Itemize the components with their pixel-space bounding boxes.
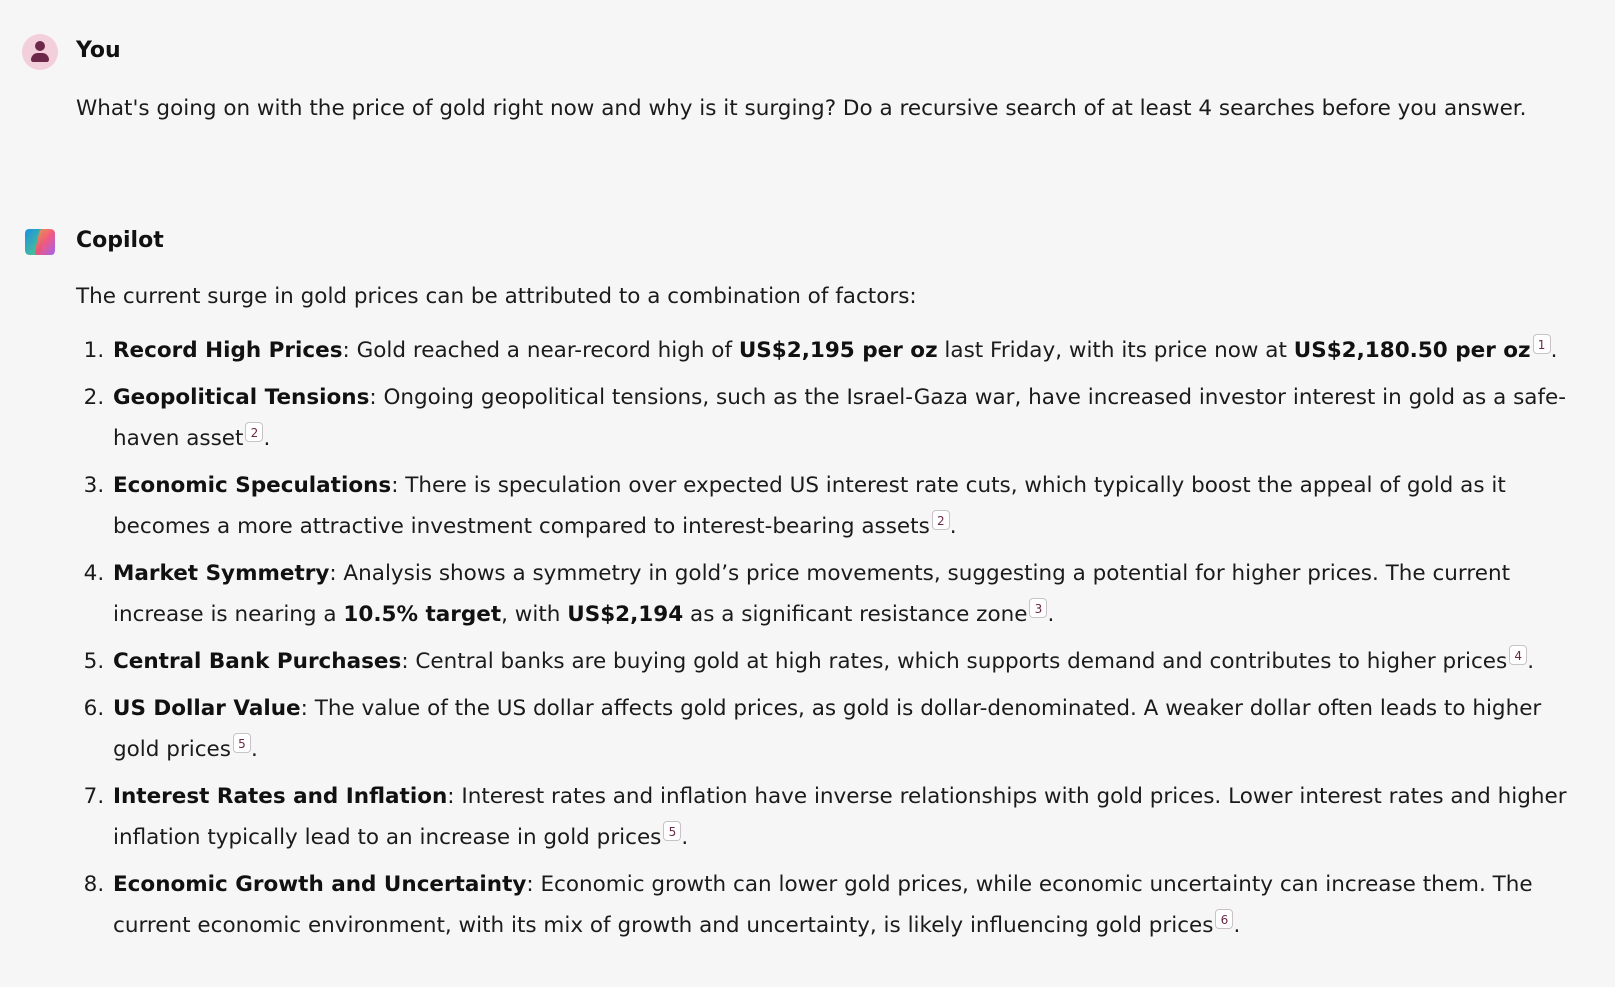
factor-title: US Dollar Value [113,696,301,721]
citation-link[interactable]: 3 [1029,598,1047,618]
citation-link[interactable]: 6 [1215,909,1233,929]
factor-text: , with [501,602,568,627]
list-item: 2. Geopolitical Tensions: Ongoing geopolitical tensions, such as the Israel-Gaza war, have increased investor interest in gold as a safe-haven asset 2 . [111,377,1579,459]
copilot-author-row [0,220,1615,266]
citation-link[interactable]: 5 [663,821,681,841]
copilot-author-name: Copilot [76,228,164,253]
factor-text: as a significant resistance zone [683,602,1028,627]
citation-link[interactable]: 5 [233,733,251,753]
user-message-text: What's going on with the price of gold right now and why is it surging? Do a recursive search of at least 4 searches before you answer. [76,96,1527,121]
factor-text: : Interest rates and inflation have inverse relationships with gold prices. Lower interest rates and higher inflation typically lead to an increase in gold prices [113,784,1567,850]
user-avatar-head [35,41,45,51]
citation-link[interactable]: 2 [932,510,950,530]
copilot-intro-text: The current surge in gold prices can be attributed to a combination of factors: [76,284,917,309]
list-item: 7. Interest Rates and Inflation: Interest rates and inflation have inverse relationships with gold prices. Lower interest rates and higher inflation typically lead to an increase in gold prices 5 . [111,776,1579,858]
citation-link[interactable]: 1 [1533,334,1551,354]
factor-text: : Economic growth can lower gold prices, while economic uncertainty can increase them. The current economic environment, with its mix of growth and uncertainty, is likely influencing gold prices [113,872,1533,938]
user-avatar-icon [22,34,58,70]
factor-title: Geopolitical Tensions [113,385,370,410]
factor-text: : Analysis shows a symmetry in gold’s price movements, suggesting a potential for higher prices. The current increase is nearing a [113,561,1511,627]
list-item: 8. Economic Growth and Uncertainty: Economic growth can lower gold prices, while economic uncertainty can increase them. The current economic environment, with its mix of growth and uncertainty, is likely influencing gold prices 6 . [111,864,1579,946]
factor-highlight: US$2,195 per oz [738,338,938,363]
factor-title: Interest Rates and Inflation [113,784,448,809]
factor-title: Economic Speculations [113,473,392,498]
factor-text: : Ongoing geopolitical tensions, such as the Israel-Gaza war, have increased investor interest in gold as a safe-haven asset [113,385,1567,451]
factor-text: : Gold reached a near-record high of [342,338,739,363]
user-author-name: You [76,38,121,63]
factor-title: Central Bank Purchases [113,649,402,674]
factor-text: : There is speculation over expected US interest rate cuts, which typically boost the appeal of gold as it becomes a more attractive investment compared to interest-bearing assets [113,473,1506,539]
factor-list [0,330,1615,946]
list-item: 1. Record High Prices: Gold reached a near-record high of US$2,195 per oz last Friday, with its price now at US$2,180.50 per oz 1 . [111,330,1579,371]
copilot-logo-icon [21,223,59,261]
list-item: 4. Market Symmetry: Analysis shows a symmetry in gold’s price movements, suggesting a potential for higher prices. The current increase is nearing a 10.5% target, with US$2,194 as a significant resistance zone 3 . [111,553,1579,635]
factor-title: Economic Growth and Uncertainty [113,872,527,897]
factor-text: : Central banks are buying gold at high rates, which supports demand and contributes to higher prices [401,649,1508,674]
factor-highlight: US$2,194 [567,602,684,627]
user-author-row [0,30,1615,76]
copilot-message [0,220,1615,952]
citation-link[interactable]: 2 [245,422,263,442]
factor-highlight: 10.5% target [343,602,502,627]
citation-link[interactable]: 4 [1509,645,1527,665]
user-message [0,30,1615,130]
factor-title: Market Symmetry [113,561,330,586]
factor-text: : The value of the US dollar affects gold prices, as gold is dollar-denominated. A weaker dollar often leads to higher gold prices [113,696,1542,762]
factor-text: last Friday, with its price now at [937,338,1294,363]
factor-title: Record High Prices [113,338,343,363]
list-item: 6. US Dollar Value: The value of the US dollar affects gold prices, as gold is dollar-denominated. A weaker dollar often leads to higher gold prices 5 . [111,688,1579,770]
list-item: 3. Economic Speculations: There is speculation over expected US interest rate cuts, which typically boost the appeal of gold as it becomes a more attractive investment compared to interest-bearing assets 2 . [111,465,1579,547]
factor-highlight: US$2,180.50 per oz [1293,338,1531,363]
list-item: 5. Central Bank Purchases: Central banks are buying gold at high rates, which supports demand and contributes to higher prices 4 . [111,641,1579,682]
user-avatar-body [31,53,49,62]
